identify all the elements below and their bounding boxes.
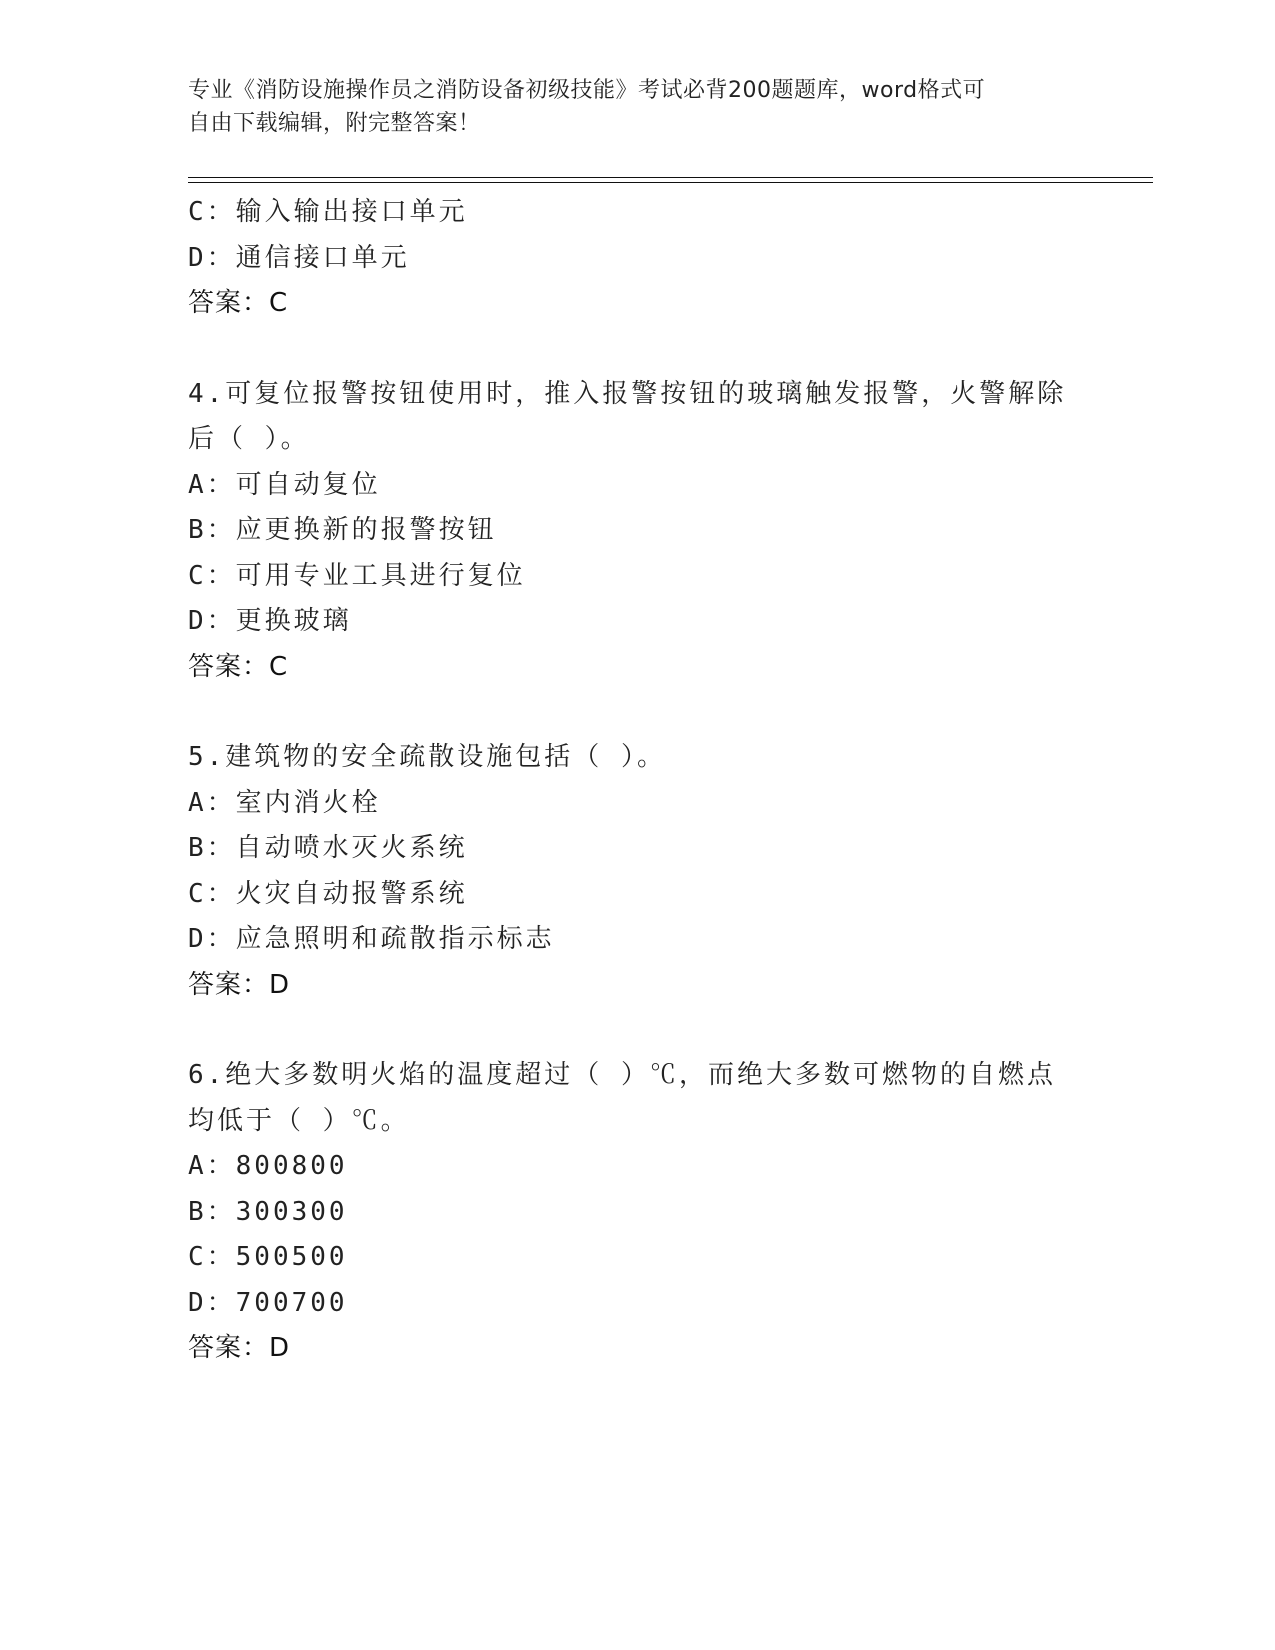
q5-answer: 答案：D [188,969,291,1000]
q4-answer: 答案：C [188,651,289,682]
spacer [188,690,1088,735]
header-divider-top [188,177,1153,178]
q5-stem-line-1: 5.建筑物的安全疏散设施包括（ ）。 [188,742,666,772]
q6-stem-line-2: 均低于（ ）℃。 [188,1105,410,1136]
question-4 [188,372,1088,691]
q5-option-b: B：自动喷水灭火系统 [188,833,468,863]
question-6 [188,1053,1088,1372]
question-3-tail [188,190,1088,327]
q4-option-a: A：可自动复位 [188,469,381,500]
q6-option-c: C：500500 [188,1242,348,1272]
q6-option-d: D：700700 [188,1287,348,1318]
q3-answer: 答案：C [188,288,289,318]
q3-option-c: C：输入输出接口单元 [188,197,468,227]
q6-option-b: B：300300 [188,1196,348,1227]
q4-stem-line-2: 后（ ）。 [188,424,310,454]
q4-option-c: C：可用专业工具进行复位 [188,560,526,591]
spacer [188,1008,1088,1053]
q4-option-b: B：应更换新的报警按钮 [188,515,497,545]
q6-option-a: A：800800 [188,1151,348,1181]
question-content [188,190,1088,1372]
q5-option-a: A：室内消火栓 [188,787,381,818]
q3-option-d: D：通信接口单元 [188,242,410,273]
document-header [188,74,1088,140]
q4-stem-line-1: 4.可复位报警按钮使用时，推入报警按钮的玻璃触发报警，火警解除 [188,378,1067,409]
q6-answer: 答案：D [188,1333,291,1363]
question-5 [188,735,1088,1008]
header-line-2: 自由下载编辑，附完整答案！ [188,111,481,136]
q4-option-d: D：更换玻璃 [188,606,352,636]
header-divider-bottom [188,182,1153,183]
header-line-1: 专业《消防设施操作员之消防设备初级技能》考试必背200题题库，word格式可 [188,78,986,103]
q6-stem-line-1: 6.绝大多数明火焰的温度超过（ ）℃，而绝大多数可燃物的自燃点 [188,1060,1056,1090]
spacer [188,327,1088,372]
q5-option-d: D：应急照明和疏散指示标志 [188,924,555,954]
q5-option-c: C：火灾自动报警系统 [188,878,468,909]
